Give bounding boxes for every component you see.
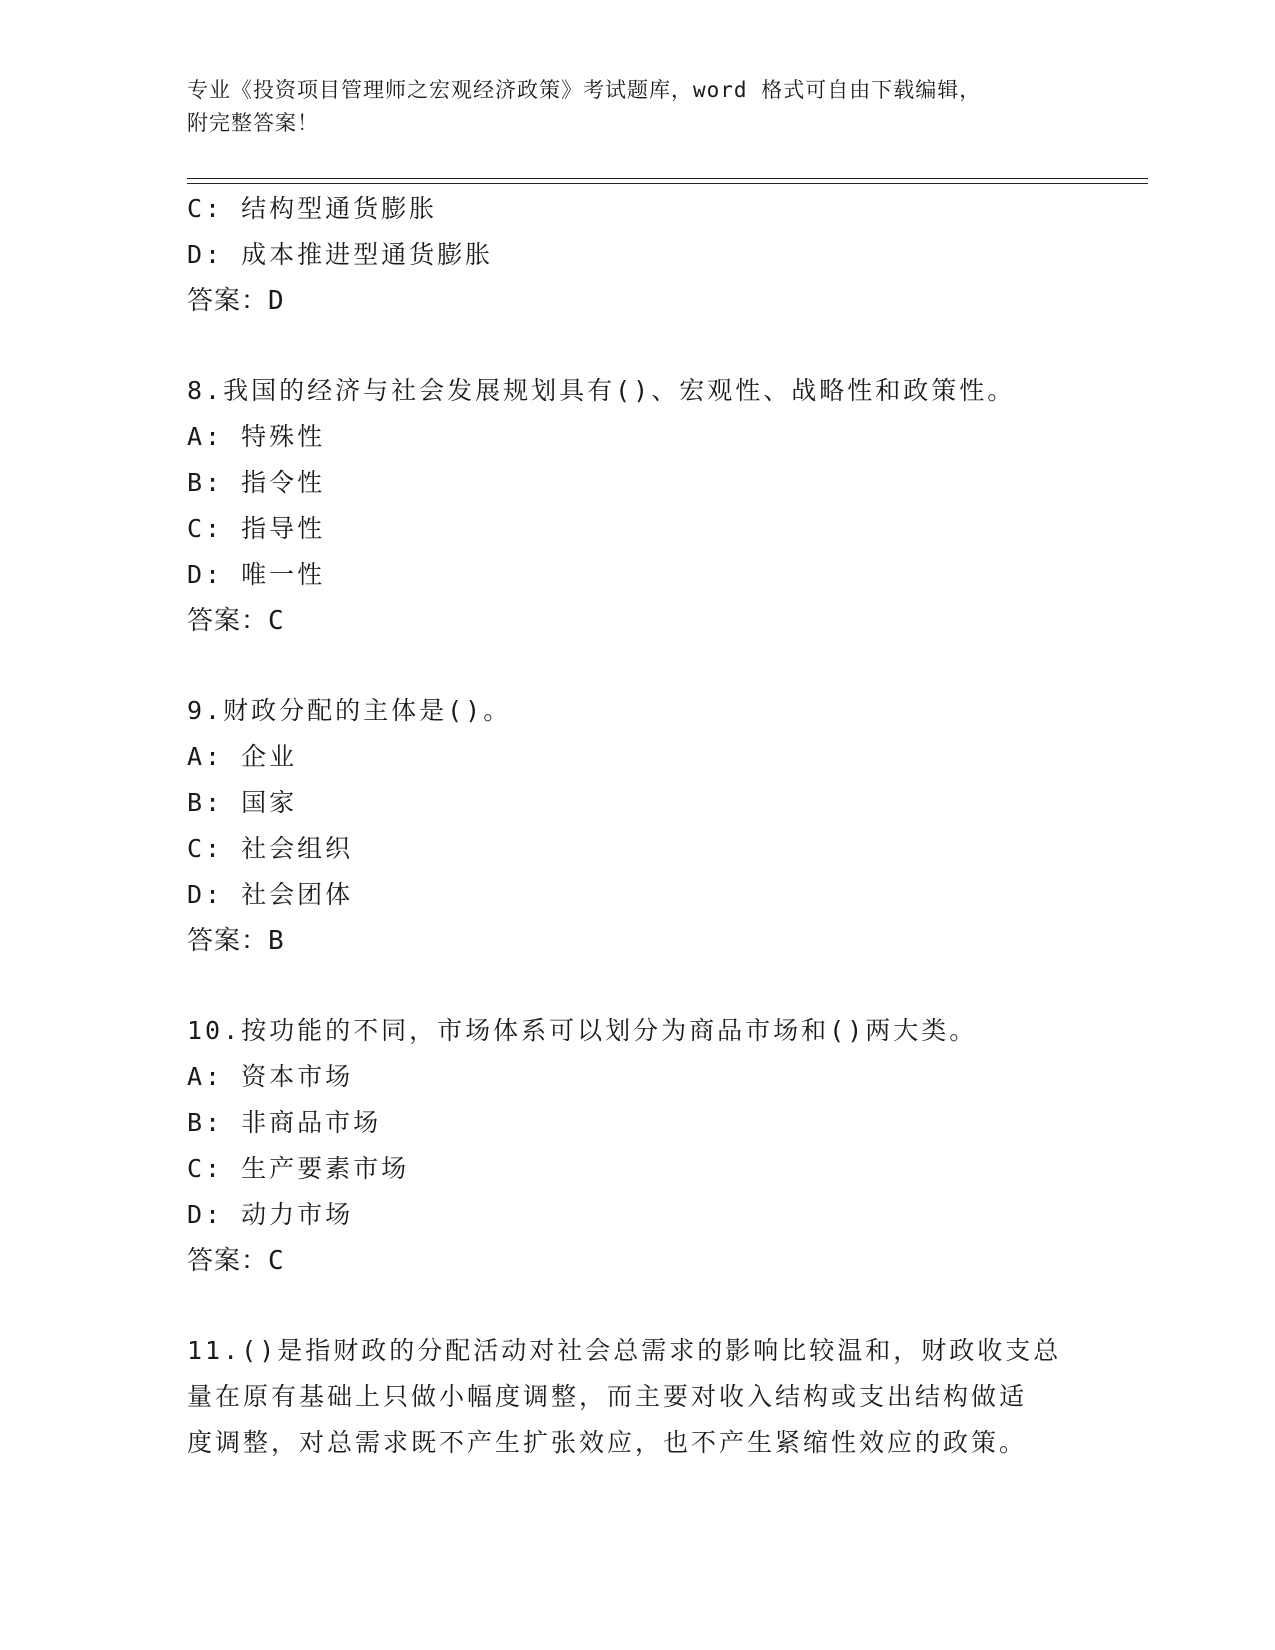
question-11 [187,1328,1087,1466]
spacer [187,324,1087,368]
question-stem-line-3: 度调整，对总需求既不产生扩张效应，也不产生紧缩性效应的政策。 [187,1428,1028,1457]
question-stem-line-1: 11.()是指财政的分配活动对社会总需求的影响比较温和，财政收支总 [187,1336,1062,1365]
option-b: B: 指令性 [187,468,326,497]
question-8 [187,368,1087,644]
answer-line: 答案：C [187,1246,285,1276]
option-a: A: 特殊性 [187,422,326,451]
spacer [187,1284,1087,1328]
question-9 [187,688,1087,964]
question-stem: 8.我国的经济与社会发展规划具有()、宏观性、战略性和政策性。 [187,376,1016,405]
option-d: D: 成本推进型通货膨胀 [187,240,494,269]
option-c: C: 结构型通货膨胀 [187,194,438,223]
option-b: B: 国家 [187,788,298,817]
spacer [187,964,1087,1008]
question-10 [187,1008,1087,1284]
option-a: A: 企业 [187,742,298,771]
document-header [187,74,1087,140]
option-c: C: 指导性 [187,514,326,543]
option-d: D: 动力市场 [187,1200,354,1229]
answer-line: 答案：C [187,606,285,636]
option-a: A: 资本市场 [187,1062,354,1091]
question-7-tail [187,186,1087,324]
answer-line: 答案：B [187,926,285,956]
question-stem: 10.按功能的不同，市场体系可以划分为商品市场和()两大类。 [187,1016,978,1045]
header-divider-top [187,178,1148,179]
question-stem-line-2: 量在原有基础上只做小幅度调整，而主要对收入结构或支出结构做适 [187,1382,1028,1411]
option-c: C: 生产要素市场 [187,1154,410,1183]
question-stem: 9.财政分配的主体是()。 [187,696,512,725]
answer-line: 答案：D [187,286,285,316]
option-b: B: 非商品市场 [187,1108,382,1137]
option-d: D: 社会团体 [187,880,354,909]
question-list [187,186,1087,1466]
option-c: C: 社会组织 [187,834,354,863]
header-divider-bottom [187,183,1148,184]
option-d: D: 唯一性 [187,560,326,589]
spacer [187,644,1087,688]
header-line-1: 专业《投资项目管理师之宏观经济政策》考试题库，word 格式可自由下载编辑， [187,78,982,102]
header-line-2: 附完整答案！ [187,111,319,135]
